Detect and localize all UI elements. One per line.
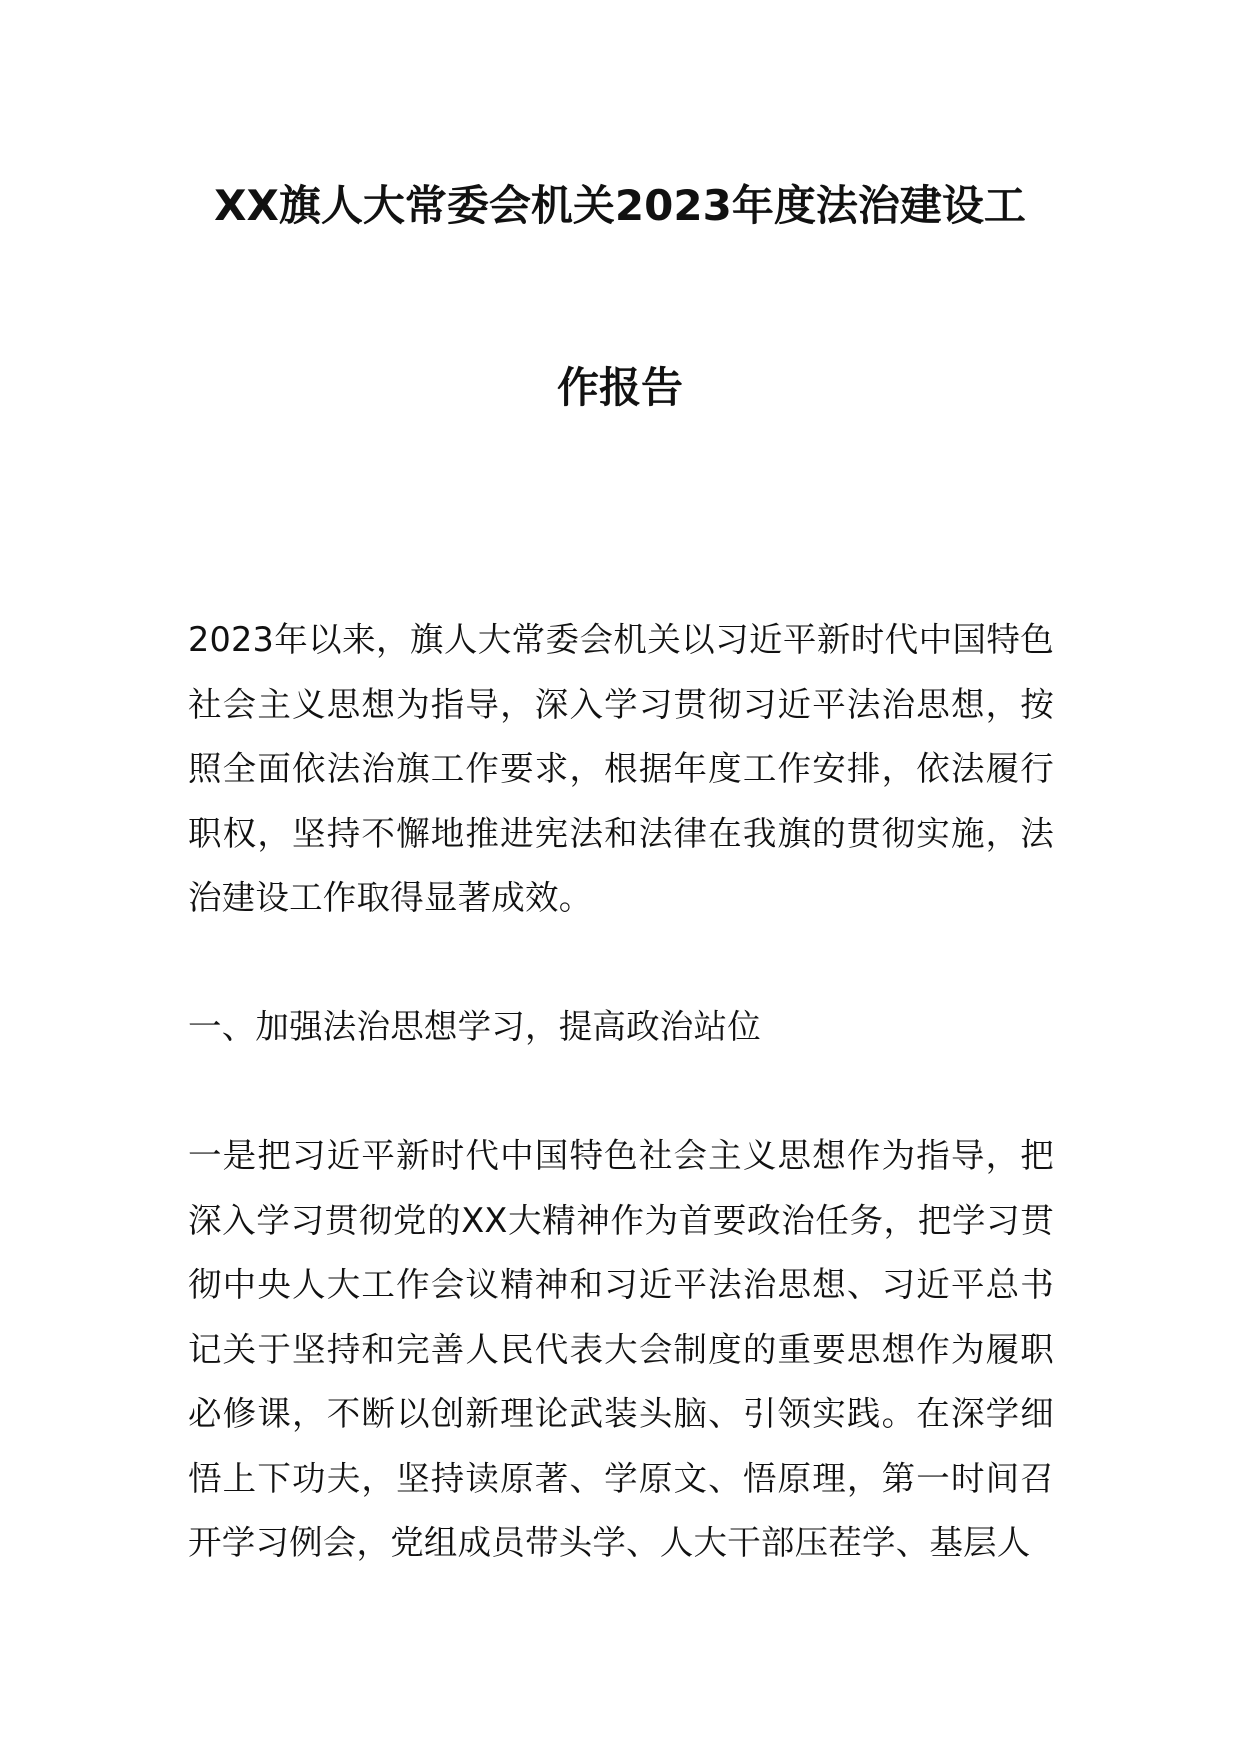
- document-title-line-2: 作报告: [556, 363, 683, 412]
- section-paragraph: 一是把习近平新时代中国特色社会主义思想作为指导，把深入学习贯彻党的XX大精神作为首要政治任务，把学习贯彻中央人大工作会议精神和习近平法治思想、习近平总书记关于坚持和完善人民代表大会制度的重要思想作为履职必修课，不断以创新理论武装头脑、引领实践。在深学细悟上下功夫，坚持读原著、学原文、悟原理，第一时间召开学习例会，党组成员带头学、人大干部压茬学、基层人: [188, 1136, 1054, 1562]
- section-heading: 一、加强法治思想学习，提高政治站位: [188, 1007, 761, 1046]
- intro-paragraph: 2023年以来，旗人大常委会机关以习近平新时代中国特色社会主义思想为指导，深入学习贯彻习近平法治思想，按照全面依法治旗工作要求，根据年度工作安排，依法履行职权，坚持不懈地推进宪法和法律在我旗的贯彻实施，法治建设工作取得显著成效。: [188, 620, 1054, 917]
- document-title-line-1: XX旗人大常委会机关2023年度法治建设工: [214, 181, 1026, 230]
